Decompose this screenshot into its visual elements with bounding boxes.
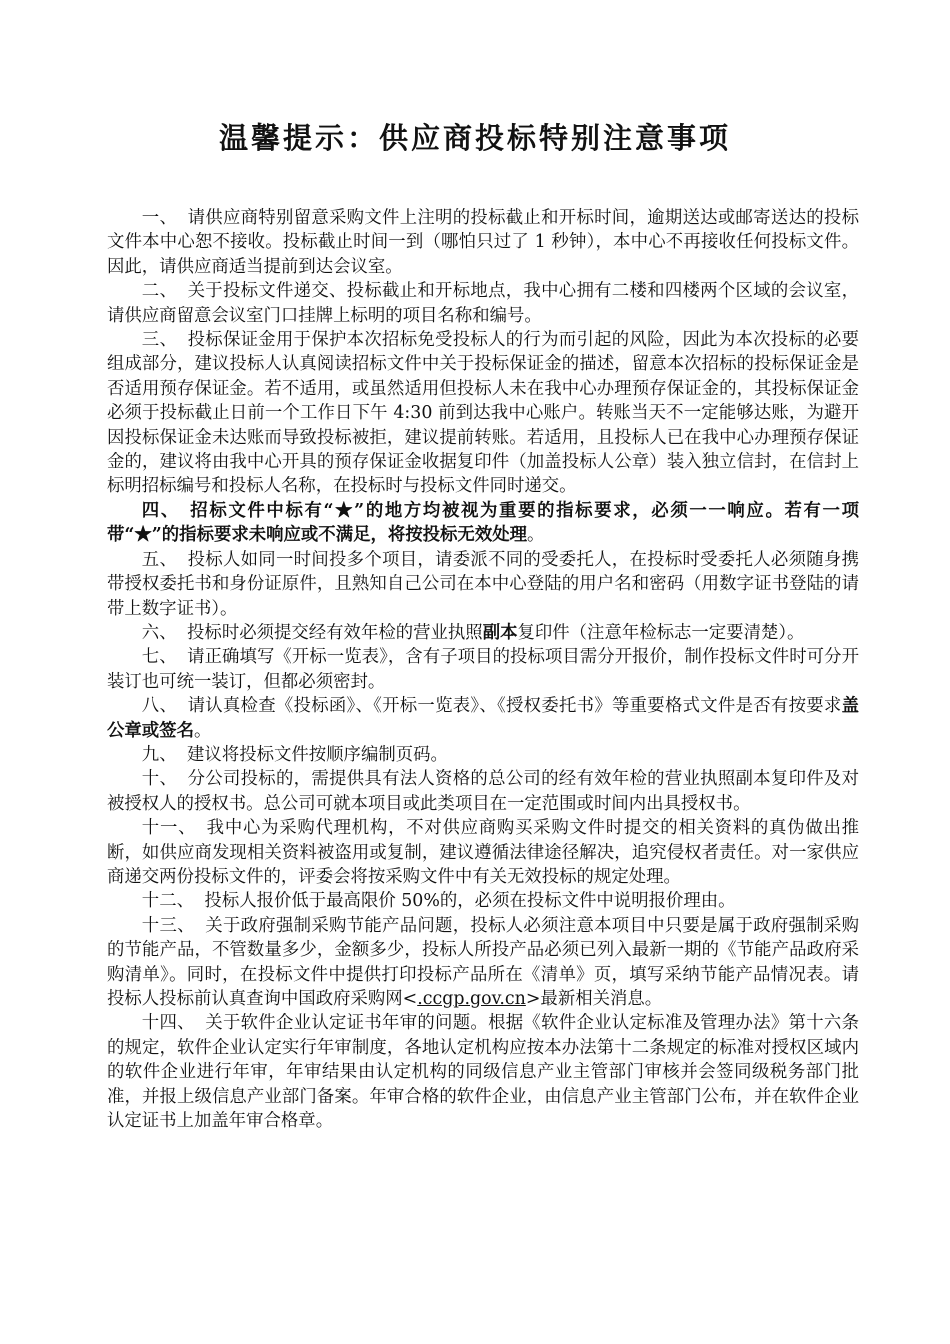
item-text: 投标保证金用于保护本次招标免受投标人的行为而引起的风险，因此为本次投标的必要组成部分，建议投标人认真阅读招标文件中关于投标保证金的描述，留意本次招标的投标保证金是否适用预存保证金。若不适用，或虽然适用但投标人未在我中心办理预存保证金的，其投标保证金必须于投标截止日前一个工作日下午 4:30 前到达我中心账户。转账当天不一定能够达账，为避开因投标保证金未达账而导致投标被拒，建议提前转账。若适用，且投标人已在我中心办理预存保证金的，建议将由我中心开具的预存保证金收据复印件（加盖投标人公章）装入独立信封，在信封上标明招标编号和投标人名称，在投标时与投标文件同时递交。 (107, 330, 859, 497)
item-text: 请供应商特别留意采购文件上注明的投标截止和开标时间，逾期送达或邮寄送达的投标文件本中心恕不接收。投标截止时间一到（哪怕只过了 1 秒钟），本中心不再接收任何投标文件。因此，请供应商适当提前到达会议室。 (107, 208, 859, 277)
item-text: 投标人报价低于最高限价 50%的，必须在投标文件中说明报价理由。 (204, 891, 736, 912)
item-number: 十三、 (141, 915, 195, 936)
item-number: 七、 (141, 647, 177, 668)
page-title: 温馨提示：供应商投标特别注意事项 (218, 121, 731, 155)
notice-item-5 (107, 548, 859, 621)
item-text-after: >最新相关消息。 (525, 989, 663, 1009)
notice-item-11 (107, 816, 859, 889)
item-text: 关于政府强制采购节能产品问题，投标人必须注意本项目中只要是属于政府强制采购的节能产品，不管数量多少，金额多少，投标人所投产品必须已列入最新一期的《节能产品政府采购清单》。同时，在投标文件中提供打印投标产品所在《清单》页，填写采纳节能产品情况表。请投标人投标前认真查询中国政府采购网< (107, 915, 859, 1009)
item-text-after: 。 (193, 720, 212, 741)
notice-item-10 (107, 767, 859, 816)
notice-item-3 (107, 328, 859, 499)
item-number: 十二、 (141, 891, 194, 912)
item-number: 九、 (141, 744, 177, 765)
notice-item-8 (107, 694, 859, 743)
notice-item-13 (107, 914, 859, 1012)
item-number: 八、 (141, 696, 178, 717)
item-text: 关于软件企业认定证书年审的问题。根据《软件企业认定标准及管理办法》第十六条的规定，软件企业认定实行年审制度，各地认定机构应按本办法第十二条规定的标准对授权区域内的软件企业进行年审，年审结果由认定机构的同级信息产业主管部门审核并会签同级税务部门批准，并报上级信息产业部门备案。年审合格的软件企业，由信息产业主管部门公布，并在软件企业认定证书上加盖年审合格章。 (107, 1013, 859, 1132)
item-text-after: 。 (527, 525, 545, 546)
item-number: 十四、 (141, 1013, 195, 1034)
notice-body (107, 206, 859, 1133)
item-text: 关于投标文件递交、投标截止和开标地点，我中心拥有二楼和四楼两个区域的会议室，请供应商留意会议室门口挂牌上标明的项目名称和编号。 (107, 281, 859, 326)
notice-item-1 (107, 206, 859, 279)
item-number: 十、 (141, 769, 178, 790)
item-text: 我中心为采购代理机构，不对供应商购买采购文件时提交的相关资料的真伪做出推断，如供应商发现相关资料被盗用或复制，建议遵循法律途径解决，追究侵权者责任。对一家供应商递交两份投标文件的，评委会将按采购文件中有关无效投标的规定处理。 (107, 818, 859, 887)
notice-item-14 (107, 1011, 859, 1133)
notice-item-9 (107, 743, 859, 767)
item-number: 十一、 (141, 818, 197, 839)
notice-item-2 (107, 279, 859, 328)
item-text: 投标时必须提交经有效年检的营业执照 (187, 622, 483, 643)
item-text: 请认真检查《投标函》、《开标一览表》、《授权委托书》等重要格式文件是否有按要求 (187, 696, 842, 717)
item-bold-text: 副本 (482, 622, 518, 643)
item-number: 四、 (141, 500, 180, 521)
notice-item-12 (107, 889, 859, 913)
item-text-after: 复印件（注意年检标志一定要清楚）。 (517, 622, 805, 643)
item-bold-text: 招标文件中标有“★”的地方均被视为重要的指标要求，必须一一响应。若有一项带“★”的指标要求未响应或不满足，将按投标无效处理 (107, 500, 859, 546)
notice-item-4 (107, 499, 859, 548)
item-text: 请正确填写《开标一览表》，含有子项目的投标项目需分开报价，制作投标文件时可分开装订也可统一装订，但都必须密封。 (107, 647, 859, 692)
item-number: 一、 (141, 208, 178, 228)
item-text: 建议将投标文件按顺序编制页码。 (187, 744, 448, 765)
item-number: 三、 (141, 330, 178, 351)
item-bold-text: 盖公章或签名 (107, 696, 859, 741)
item-text: 分公司投标的，需提供具有法人资格的总公司的经有效年检的营业执照副本复印件及对被授权人的授权书。总公司可就本项目或此类项目在一定范围或时间内出具授权书。 (107, 769, 859, 814)
item-number: 五、 (141, 549, 178, 570)
notice-item-6 (107, 621, 859, 645)
item-text: 投标人如同一时间投多个项目，请委派不同的受委托人，在投标时受委托人必须随身携带授权委托书和身份证原件，且熟知自己公司在本中心登陆的用户名和密码（用数字证书登陆的请带上数字证书）。 (107, 549, 859, 619)
ccgp-link[interactable]: .ccgp.gov.cn (417, 989, 526, 1009)
notice-item-7 (107, 645, 859, 694)
item-number: 六、 (141, 622, 177, 643)
item-number: 二、 (141, 281, 178, 302)
